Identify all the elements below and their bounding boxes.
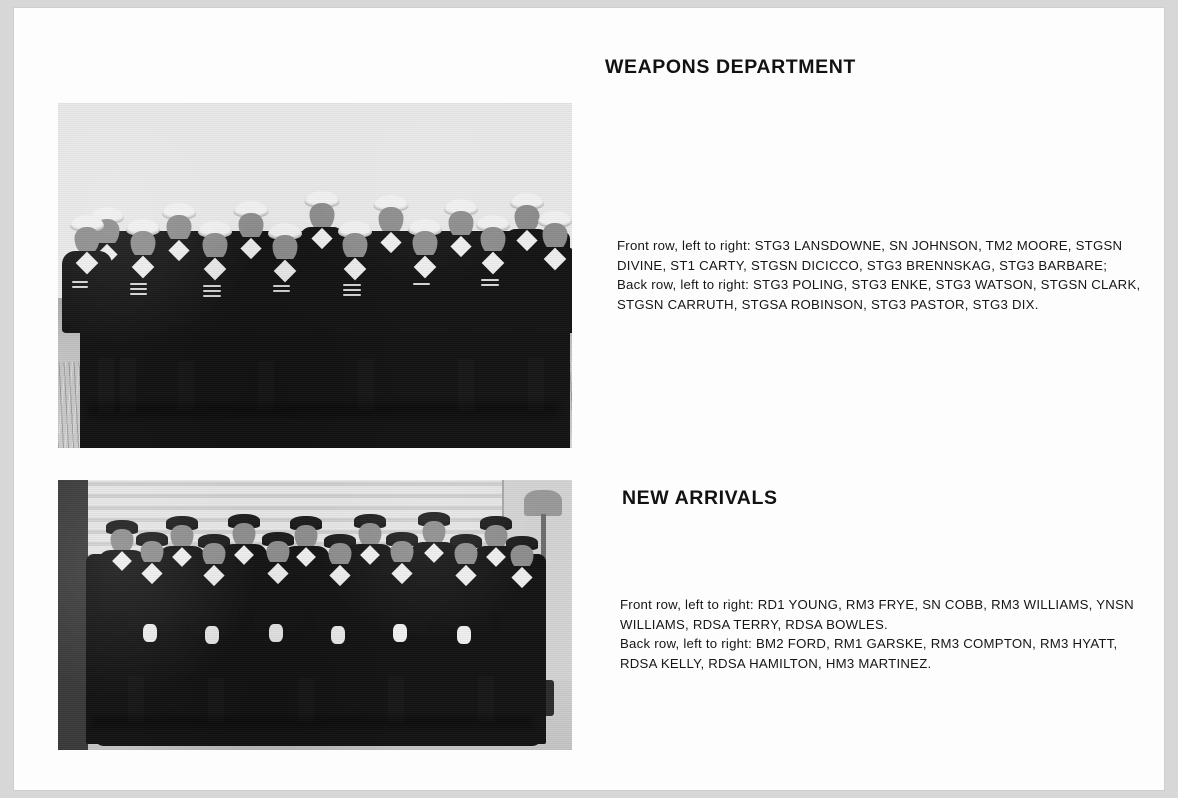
rank-stripe (203, 290, 221, 292)
sailor (194, 221, 236, 333)
sailor (194, 534, 234, 634)
sailor (534, 211, 572, 333)
photo-sailor-group (58, 480, 572, 750)
rank-stripe (203, 295, 221, 297)
rank-stripe (413, 283, 430, 285)
sailor (264, 223, 306, 333)
new-arrivals-heading: NEW ARRIVALS (622, 487, 778, 509)
sailor (334, 221, 376, 333)
rank-stripe (203, 285, 221, 287)
sailor (132, 532, 172, 632)
rank-stripe (72, 286, 88, 288)
photo-sailor-group (58, 103, 572, 448)
glove (143, 624, 157, 642)
caption-front-row: Front row, left to right: STG3 LANSDOWNE, SN JOHNSON, TM2 MOORE, STGSN DIVINE, ST1 CARTY, STGSN DICICCO, STG3 BRENNSKAG, STG3 BARBARE; (617, 238, 1123, 273)
new-arrivals-caption (620, 595, 1155, 673)
rank-stripe (481, 284, 499, 286)
rank-stripe (343, 289, 361, 291)
rank-stripe (130, 293, 147, 295)
group-shadow (88, 403, 558, 417)
glove (205, 626, 219, 644)
rank-stripe (72, 281, 88, 283)
glove (269, 624, 283, 642)
sailor (404, 219, 446, 333)
weapons-department-caption (617, 236, 1152, 314)
rank-stripe (130, 288, 147, 290)
sailor-legs (258, 361, 274, 409)
rank-stripe (130, 283, 147, 285)
weapons-department-heading: WEAPONS DEPARTMENT (605, 56, 856, 78)
sailor (320, 534, 360, 634)
caption-front-row: Front row, left to right: RD1 YOUNG, RM3 FRYE, SN COBB, RM3 WILLIAMS, YNSN WILLIAMS, RDSA TERRY, RDSA BOWLES. (620, 597, 1134, 632)
sailor (446, 534, 486, 634)
sailor (502, 536, 542, 634)
sailor (122, 219, 164, 333)
glove (331, 626, 345, 644)
rank-stripe (481, 279, 499, 281)
sailor (66, 215, 108, 333)
rank-stripe (273, 290, 290, 292)
rank-stripe (343, 284, 361, 286)
weapons-department-group-photo (58, 103, 572, 448)
glove (393, 624, 407, 642)
new-arrivals-group-photo (58, 480, 572, 750)
caption-back-row: Back row, left to right: STG3 POLING, STG3 ENKE, STG3 WATSON, STGSN CLARK, STGSN CARRUTH, STGSA ROBINSON, STG3 PASTOR, STG3 DIX. (617, 277, 1141, 312)
sailor (258, 532, 298, 632)
yearbook-page (14, 8, 1164, 790)
caption-back-row: Back row, left to right: BM2 FORD, RM1 GARSKE, RM3 COMPTON, RM3 HYATT, RDSA KELLY, RDSA HAMILTON, HM3 MARTINEZ. (620, 636, 1118, 671)
group-shadow (92, 716, 532, 728)
rank-stripe (343, 294, 361, 296)
glove (457, 626, 471, 644)
sailor (472, 215, 514, 333)
sailor (382, 532, 422, 632)
rank-stripe (273, 285, 290, 287)
